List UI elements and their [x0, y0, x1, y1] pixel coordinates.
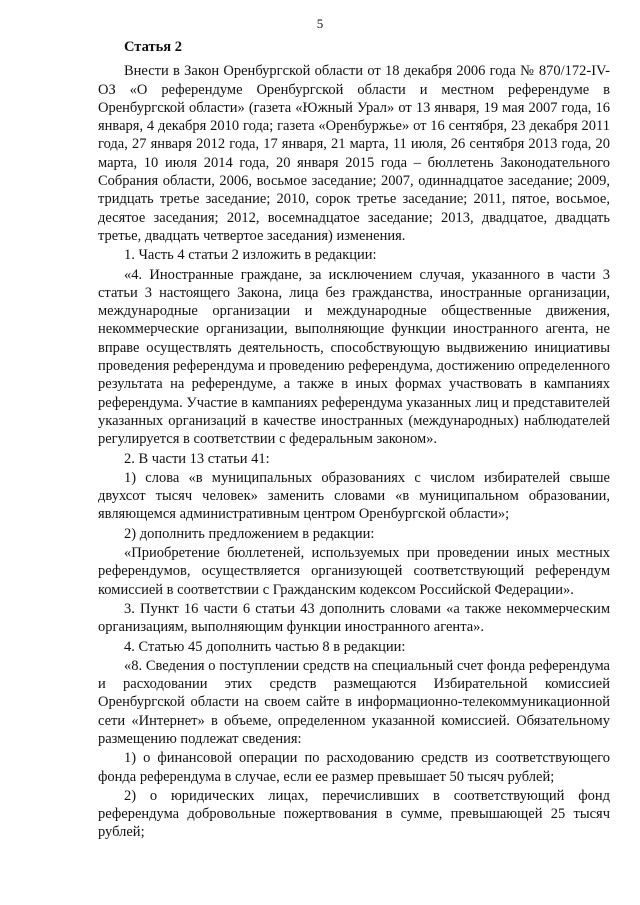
- amendment-1-heading: 1. Часть 4 статьи 2 изложить в редакции:: [124, 247, 377, 264]
- amendment-2-item-2: 2) дополнить предложением в редакции:: [124, 525, 375, 542]
- amendment-2-item-2-text: «Приобретение бюллетеней, используемых при проведении иных местных референдумов, осуществляется организующей соответствующий референдум комиссией в соответствии с Гражданским кодексом Российской Федерации».: [98, 545, 610, 598]
- amendment-4-item-1: 1) о финансовой операции по расходованию средств из соответствующего фонда референдума в случае, если ее размер превышает 50 тысяч рублей;: [98, 750, 610, 785]
- amendment-2-item-1: 1) слова «в муниципальных образованиях с числом избирателей свыше двухсот тысяч человек» заменить словами «в муниципальном образовании, являющемся административным центром Оренбургской области»;: [98, 469, 610, 523]
- intro-paragraph: Внести в Закон Оренбургской области от 18 декабря 2006 года № 870/172-IV-ОЗ «О референдуме Оренбургской области и местном референдуме в Оренбургской области» (газета «Южный Урал» от 13 января, 19 мая 2007 года, 16 января, 4 декабря 2010 года; газета «Оренбуржье» от 16 сентября, 23 декабря 2011 года, 27 января 2012 года, 17 января, 21 марта, 11 июля, 26 сентября 2013 года, 20 марта, 10 июля 2014 года, 20 января 2015 года – бюллетень Законодательного Собрания области, 2006, восьмое заседание; 2007, одиннадцатое заседание; 2009, тридцать третье заседание; 2010, сорок третье заседание; 2011, пятое, восьмое, десятое заседания; 2012, восемнадцатое заседание; 2013, двадцатое, двадцать третье, двадцать четвертое заседания) изменения.: [98, 63, 610, 244]
- document-body: [98, 38, 610, 842]
- amendment-4-heading: 4. Статью 45 дополнить частью 8 в редакции:: [124, 638, 406, 655]
- amendment-2-heading: 2. В части 13 статьи 41:: [124, 450, 270, 467]
- amendment-4-text: «8. Сведения о поступлении средств на специальный счет фонда референдума и расходовании этих средств размещаются Избирательной комиссией Оренбургской области на своем сайте в информационно-телекоммуникационной сети «Интернет» в объеме, определенном указанной комиссией. Обязательному размещению подлежат сведения:: [98, 657, 610, 747]
- article-title: Статья 2: [124, 39, 182, 55]
- amendment-3: 3. Пункт 16 части 6 статьи 43 дополнить словами «а также некоммерческим организациям, выполняющим функции иностранного агента».: [98, 600, 610, 636]
- amendment-4-item-2: 2) о юридических лицах, перечисливших в соответствующий фонд референдума добровольные пожертвования в сумме, превышающей 25 тысяч рублей;: [98, 787, 610, 841]
- amendment-1-text: «4. Иностранные граждане, за исключением случая, указанного в части 3 статьи 3 настоящего Закона, лица без гражданства, иностранные организации, международные организации и международные общественные движения, некоммерческие организации, выполняющие функции иностранного агента, не вправе осуществлять деятельность, способствующую выдвижению инициативы проведения референдума и проведению референдума, достижению определенного результата на референдуме, а также в иных формах участвовать в кампаниях референдума. Участие в кампаниях референдума указанных лиц и представителей указанных организаций в качестве иностранных (международных) наблюдателей регулируется в соответствии с федеральным законом».: [98, 266, 610, 448]
- page-number: 5: [316, 16, 324, 31]
